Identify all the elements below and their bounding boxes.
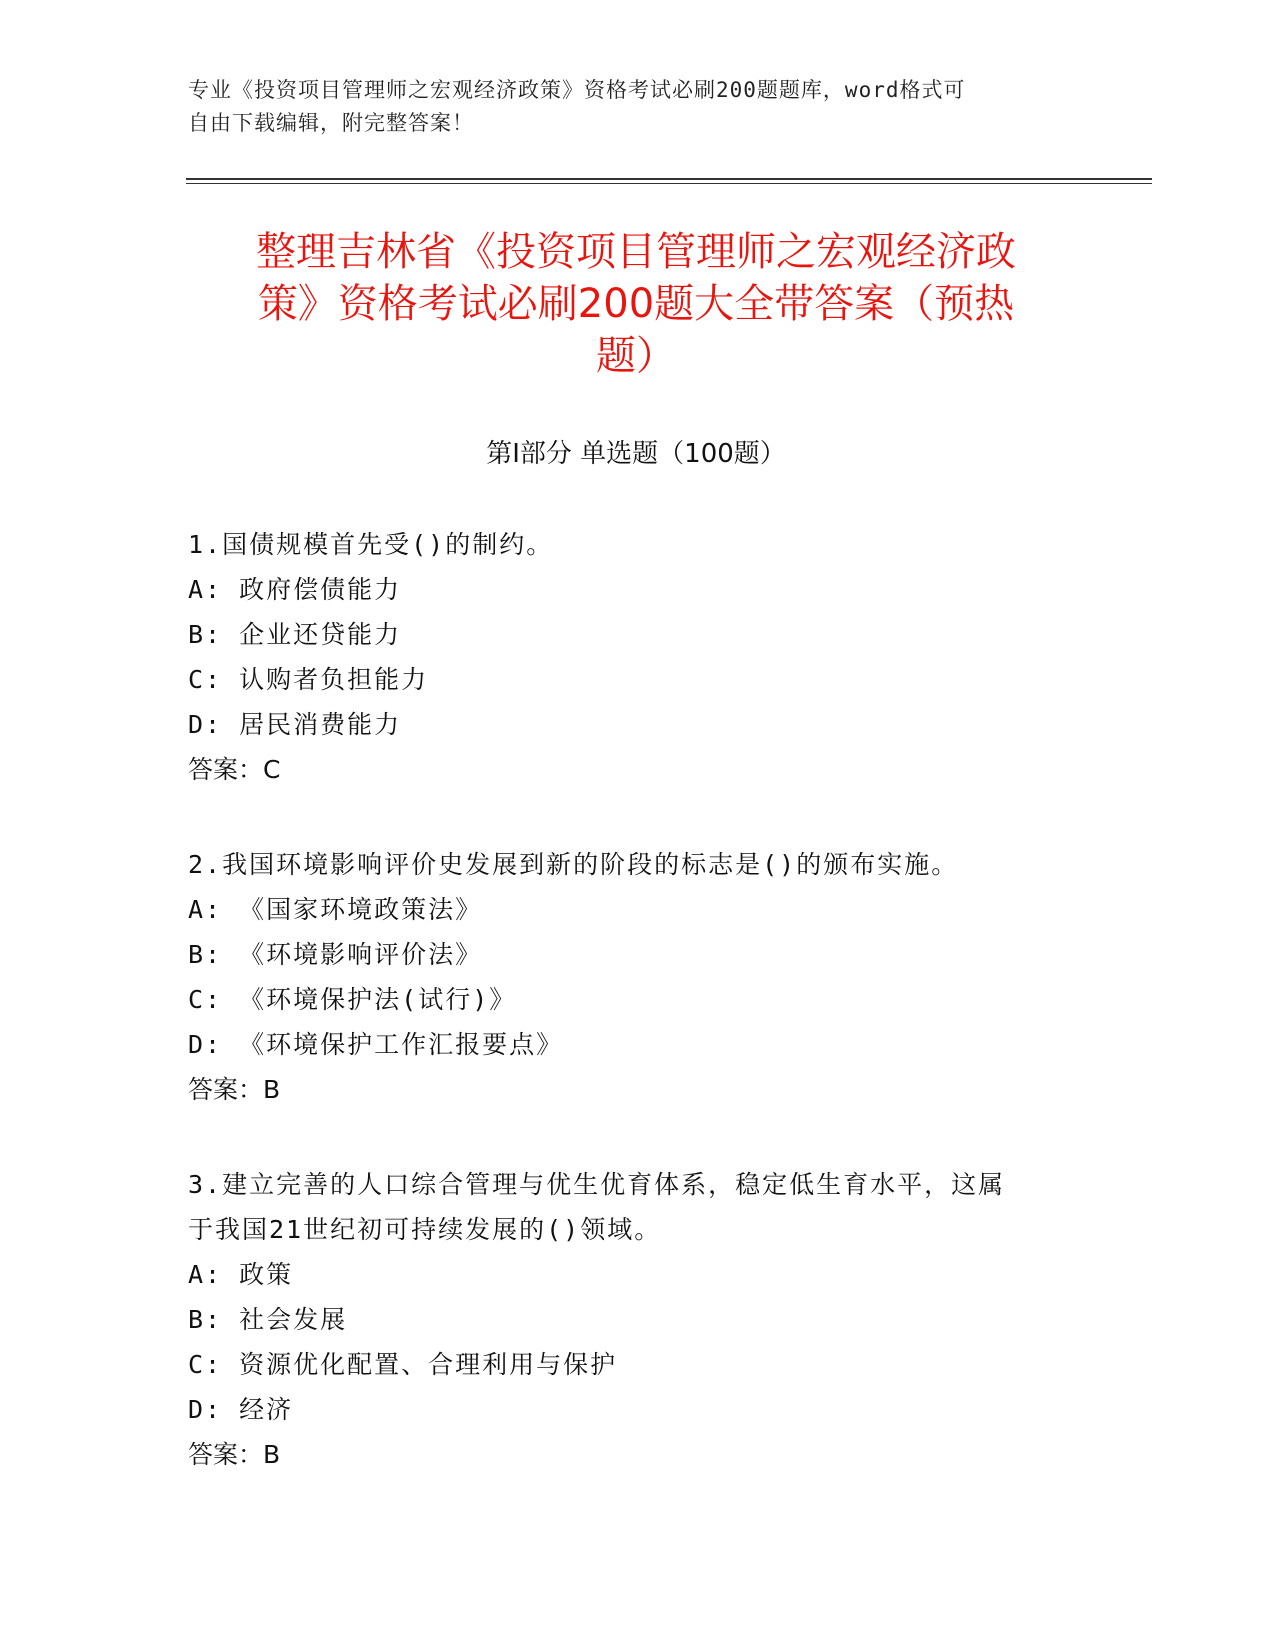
header-divider-thin xyxy=(186,183,1152,184)
question-stem-line-2: 于我国21世纪初可持续发展的()领域。 xyxy=(188,1215,662,1244)
question-stem: 2.我国环境影响评价史发展到新的阶段的标志是()的颁布实施。 xyxy=(188,850,959,879)
question-stem-line-1: 3.建立完善的人口综合管理与优生优育体系，稳定低生育水平，这属 xyxy=(188,1170,1006,1199)
option-b: B: 社会发展 xyxy=(188,1305,348,1334)
document-title-line-1: 整理吉林省《投资项目管理师之宏观经济政 xyxy=(256,229,1016,275)
question-3 xyxy=(188,1162,1068,1477)
question-1 xyxy=(188,522,1068,792)
header-divider-thick xyxy=(186,178,1152,180)
document-title-line-2: 策》资格考试必刷200题大全带答案（预热 xyxy=(257,281,1015,327)
question-stem: 1.国债规模首先受()的制约。 xyxy=(188,530,554,559)
answer: 答案：B xyxy=(188,1075,281,1104)
header-note xyxy=(188,74,1068,140)
option-a: A: 政府偿债能力 xyxy=(188,575,402,604)
section-title: 第Ⅰ部分 单选题（100题） xyxy=(486,439,786,469)
answer: 答案：B xyxy=(188,1440,281,1469)
header-note-line-2: 自由下载编辑，附完整答案！ xyxy=(188,111,474,135)
header-note-line-1: 专业《投资项目管理师之宏观经济政策》资格考试必刷200题题库，word格式可 xyxy=(188,78,966,102)
option-d: D: 《环境保护工作汇报要点》 xyxy=(188,1030,564,1059)
option-c: C: 认购者负担能力 xyxy=(188,665,429,694)
option-a: A: 《国家环境政策法》 xyxy=(188,895,483,924)
answer: 答案：C xyxy=(188,755,281,784)
document-title-line-3: 题） xyxy=(596,333,676,379)
document-title xyxy=(186,226,1086,382)
option-a: A: 政策 xyxy=(188,1260,294,1289)
option-c: C: 资源优化配置、合理利用与保护 xyxy=(188,1350,618,1379)
option-c: C: 《环境保护法(试行)》 xyxy=(188,985,517,1014)
option-b: B: 企业还贷能力 xyxy=(188,620,402,649)
option-d: D: 居民消费能力 xyxy=(188,710,402,739)
question-2 xyxy=(188,842,1068,1112)
option-d: D: 经济 xyxy=(188,1395,294,1424)
option-b: B: 《环境影响评价法》 xyxy=(188,940,483,969)
